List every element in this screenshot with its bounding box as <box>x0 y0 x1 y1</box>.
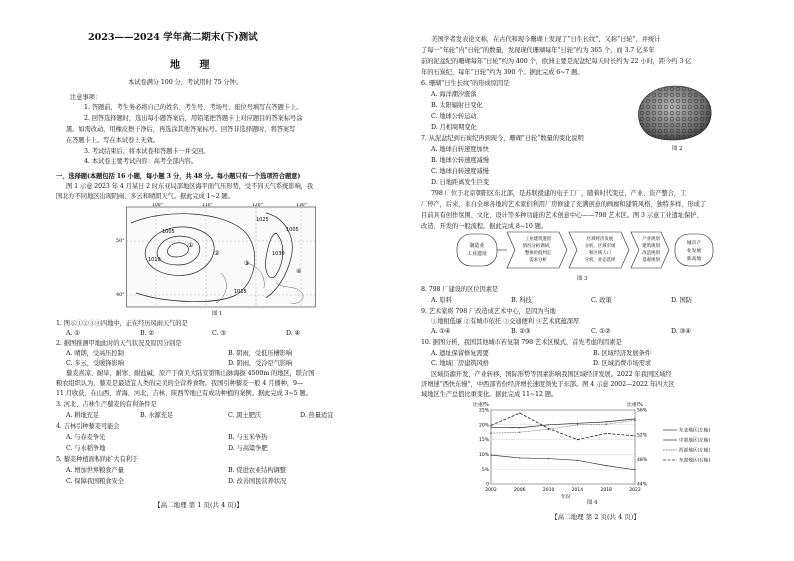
flow-step-text: 整体价值判定 <box>524 251 552 256</box>
question-stem: 3. 河北、吉林生产藜麦的有利条件是 <box>56 401 157 408</box>
data-point <box>548 458 549 459</box>
answer-option[interactable]: A. 耕地充足 <box>66 412 100 419</box>
question-stem: 7. 从泥盆纪到石炭纪再到现今，珊瑚“日轮”数量的变化说明 <box>421 135 584 142</box>
intro-text: 了每一“年轮”内“日轮”的数量，发现现代珊瑚每年“日轮”约为 365 个，而 3.7 亿多年 <box>421 47 655 54</box>
answer-option[interactable]: C. 地域厂房建筑风格 <box>431 360 489 367</box>
answer-option[interactable]: D. 区域消费市场需求 <box>593 360 652 367</box>
question-stem: 2. 据图推测甲地此时的天气状况及原因分别是 <box>56 340 182 347</box>
flow-step-text: 业发展 <box>686 249 702 254</box>
page-footer: 【高二地理 第 2 页(共 4 页)】 <box>551 513 640 521</box>
answer-option[interactable]: D. ④ <box>286 330 301 337</box>
latitude-label: 40° <box>116 292 125 298</box>
answer-option[interactable]: B. 与玉米争热 <box>228 434 268 441</box>
answer-option[interactable]: D. 热量适宜 <box>300 412 334 419</box>
intro-text: 前的泥盆纪的珊瑚每年“日轮”约为 400 个，欧洲主要是泥盆纪每天时长约为 22 小时，距今约 3 亿 <box>421 58 692 65</box>
flow-step-text: 产业规划 <box>642 237 660 242</box>
series-line <box>491 419 635 428</box>
x-axis-label: 年份 <box>561 495 571 500</box>
answer-option[interactable]: D. 改善国民营养状况 <box>228 478 287 485</box>
subject-title: 地 理 <box>170 60 218 71</box>
answer-option[interactable]: B. 科技 <box>511 297 532 304</box>
answer-option[interactable]: D. 月相周期变化 <box>431 124 477 131</box>
notice-line: 4. 本试卷主要考试内容：高考全部内容。 <box>84 158 198 165</box>
data-point <box>634 418 635 419</box>
flow-step-text: 制造业 <box>469 243 485 249</box>
longitude-label: 100° <box>152 203 163 208</box>
answer-option[interactable]: A. 海洋潮汐涨落 <box>431 91 477 98</box>
intro-text: 目前具有创作氛围、文化、设计等多种功能的艺术创意中心——798 艺术区。图 3 示意工业遗址保护、 <box>421 212 703 219</box>
point-label: ④ <box>296 268 302 275</box>
legend-label: 东北地区(左轴) <box>679 428 711 434</box>
data-point <box>490 454 491 455</box>
legend-label: 东部地区(右轴) <box>679 458 711 464</box>
intro-text: 798 厂位于北京朝阳区东北部，是苏联援建的电子工厂，随着时代变迁，产业、资产整合，工 <box>431 190 687 197</box>
data-point <box>606 433 607 434</box>
notice-line: 黑。如需改动，用橡皮擦干净后，再选涂其他答案标号。回答非选择题时，将答案写 <box>66 126 296 133</box>
notice-line: 1. 答题前，考生务必将自己的姓名、考生号、考场号、座位号填写在答题卡上。 <box>84 104 303 111</box>
data-point <box>577 460 578 461</box>
flow-step-text: 区域经济发展 <box>586 237 614 242</box>
page-footer: 【高二地理 第 1 页(共 4 页)】 <box>154 501 243 509</box>
answer-option[interactable]: A. ① <box>66 330 80 337</box>
intro-text: 区域资源开发、产业转移、国际形势等因素影响我国区域经济发展。2022 年我国区域经 <box>431 371 672 378</box>
left-tick-label: 10% <box>478 453 489 458</box>
answer-option[interactable]: B. 水源充足 <box>140 412 174 419</box>
x-tick-label: 2022 <box>629 488 641 493</box>
answer-option[interactable]: C. 与水稻争地 <box>66 445 106 452</box>
flow-step-text: 分析，业态选择 <box>584 258 616 263</box>
point-label: ① <box>188 242 194 249</box>
answer-option[interactable]: A. 遗址保留修复需要 <box>431 350 489 357</box>
x-tick-label: 2018 <box>600 488 612 493</box>
intro-text: 粮农组织认为，藜麦是最适宜人类的完美的全营养食物。我国引种藜麦一般 4 月播种，9— <box>56 380 304 387</box>
right-tick-label: 44% <box>637 482 648 488</box>
isobar-label: 1015 <box>234 289 247 295</box>
data-point <box>606 424 607 425</box>
coral-photo <box>633 80 715 144</box>
left-tick-label: 5% <box>481 467 489 473</box>
left-axis-label: 比重/% <box>473 403 489 408</box>
data-point <box>634 420 635 421</box>
isobar-label: 1010 <box>148 257 161 263</box>
intro-text: 国北方不同地区出现阴雨、多云和晴朗天气。据此完成 1~2 题。 <box>56 193 234 200</box>
flow-step-text: 工业建筑遗留 <box>524 237 552 242</box>
data-point <box>490 425 491 426</box>
section-heading: 一、选择题(本题包括 16 小题，每小题 3 分，共 48 分。每小题只有一个选项符合题意) <box>56 173 301 180</box>
legend-label: 西部地区(左轴) <box>679 448 711 454</box>
flow-step-text: 情况分析调研， <box>522 244 554 249</box>
data-point <box>548 428 549 429</box>
question-stem: 10. 据图分析，我国其他城市若复制 798 艺术区模式，首先考虑的因素是 <box>421 339 622 346</box>
data-point <box>577 439 578 440</box>
right-tick-label: 52% <box>637 433 648 439</box>
longitude-label: 130° <box>296 203 307 208</box>
latitude-label: 50° <box>116 238 125 244</box>
intro-text: 图 1 示意 2023 年 4 月某日 2 时东亚局部地区海平面气压形势，受不同天气系统影响，我 <box>66 183 314 190</box>
answer-option[interactable]: A. ①④ <box>431 328 451 335</box>
answer-option[interactable]: B. 促进农业结构调整 <box>228 467 286 474</box>
isobar-map-figure <box>126 203 316 311</box>
intro-text: 藜麦喜凉、耐旱、耐寒、耐盐碱，原产于南美大陆安第斯山脉海拔 4500m 的地区，联合国 <box>66 370 315 377</box>
longitude-label: 120° <box>252 203 263 208</box>
question-stem: 6. 珊瑚“日生长纹”的形成原因是 <box>421 80 510 87</box>
notice-line: 2. 回答选择题时，选出每小题答案后，用铅笔把答题卡上对应题目的答案标号涂 <box>84 115 303 122</box>
flow-step-text: 景观规划 <box>642 258 660 263</box>
exam-info: 本试卷满分 100 分，考试用时 75 分钟。 <box>128 79 242 86</box>
data-point <box>577 423 578 424</box>
question-stem: 1. 图示①②③④四地中，正在经历风雨天气的是 <box>56 320 188 327</box>
question-stem: 9. 艺术家将 798 厂改造成艺术中心，是因为当地 <box>421 308 556 315</box>
flow-diagram <box>455 228 717 274</box>
answer-option[interactable]: B. 阴雨，受低压槽影响 <box>228 350 293 357</box>
data-point <box>606 465 607 466</box>
flow-step-text: 改造规划 <box>642 251 660 256</box>
series-line <box>491 455 635 470</box>
question-subitems: ①地租低廉 ②有城市依托 ③交通便利 ④艺术底蕴深厚 <box>431 318 580 325</box>
answer-option[interactable]: D. 日地距离发生巨变 <box>431 179 490 186</box>
answer-option[interactable]: A. 增加世界粮食产量 <box>66 467 124 474</box>
answer-option[interactable]: C. 保障我国粮食安全 <box>66 478 124 485</box>
point-label: ③ <box>244 260 250 267</box>
intro-text: 美国学者发表论文称，在古代和现今珊瑚上发现了“日生长纹”，又称“日轮”，并统计 <box>431 36 661 43</box>
answer-option[interactable]: C. ①② <box>591 328 611 335</box>
question-stem: 4. 吉林引种藜麦可能会 <box>56 423 120 430</box>
answer-option[interactable]: C. 政策 <box>591 297 612 304</box>
longitude-label: 110° <box>202 203 213 208</box>
regional-gdp-chart <box>467 400 767 500</box>
x-tick-label: 2014 <box>571 488 584 493</box>
question-stem: 5. 藜麦种植面积的扩大有利于 <box>56 456 139 463</box>
figure-caption: 图 3 <box>577 276 588 282</box>
answer-option[interactable]: A. 与春麦争光 <box>66 434 106 441</box>
data-point <box>519 432 520 433</box>
flow-step-text: 城市产 <box>686 241 702 246</box>
answer-option[interactable]: D. ③④ <box>671 328 691 335</box>
x-tick-label: 2002 <box>485 488 497 493</box>
left-tick-label: 25% <box>478 408 489 414</box>
data-point <box>577 424 578 425</box>
data-point <box>634 469 635 470</box>
flow-step-text: 工业遗址 <box>466 251 488 257</box>
left-tick-label: 15% <box>478 438 489 444</box>
data-point <box>490 432 491 433</box>
right-tick-label: 56% <box>637 408 648 414</box>
notice-line: 在答题卡上。写在本试卷上无效。 <box>66 137 159 144</box>
data-point <box>634 435 635 436</box>
right-axis-label: 比重/% <box>627 403 643 408</box>
answer-option[interactable]: A. 地球自转速度加快 <box>431 146 489 153</box>
intro-text: 年的石炭纪，每年“日轮”约为 390 个。据此完成 6~7 题。 <box>421 69 584 76</box>
data-point <box>548 424 549 425</box>
flow-step-text: 需求分析 <box>529 258 547 263</box>
answer-option[interactable]: A. 晴朗，受高压控制 <box>66 350 124 357</box>
answer-option[interactable]: B. ②③ <box>511 328 531 335</box>
answer-option[interactable]: B. 地球公转速度减慢 <box>431 157 489 164</box>
answer-option[interactable]: C. 地球自转速度减慢 <box>431 168 489 175</box>
answer-option[interactable]: B. 太阳辐射日变化 <box>431 102 483 109</box>
answer-option[interactable]: C. 黑土肥沃 <box>228 412 262 419</box>
intro-text: 改造、开发的一般流程。据此完成 8~10 题。 <box>421 223 548 230</box>
isobar-label: 1030 <box>272 251 285 257</box>
answer-option[interactable]: C. 多云，受暖锋影响 <box>66 360 124 367</box>
data-point <box>519 427 520 428</box>
left-tick-label: 20% <box>478 423 489 429</box>
right-tick-label: 48% <box>637 457 648 463</box>
intro-text: 11 月收获，在山西、青海、河北、吉林、陕西等地已有成功种植的案例。据此完成 3~5 题。 <box>56 390 312 397</box>
data-point <box>519 457 520 458</box>
answer-option[interactable]: B. 区域经济发展条件 <box>593 350 651 357</box>
intro-text: 厂停产，后来，来自全球各地的艺术家们利用厂房修建了充满创意的画廊和建筑风格，独特多样，形成了 <box>421 201 707 208</box>
notice-title: 注意事项： <box>70 94 101 101</box>
flow-step-text: 和区域人口 <box>589 251 611 256</box>
series-line <box>491 413 635 440</box>
right-page <box>397 0 794 561</box>
notice-line: 3. 考试结束后，将本试卷和答题卡一并交回。 <box>84 148 210 155</box>
series-line <box>491 420 635 433</box>
intro-text: 济增速“西快东慢”，中西部省份经济增长速度领先于东部。图 4 示意 2002—2022 年四大区 <box>421 381 675 388</box>
flow-step-text: 建筑规划 <box>642 244 660 249</box>
answer-option[interactable]: D. 阴雨，受冷空气影响 <box>228 360 293 367</box>
isobar-label: 1005 <box>162 229 175 235</box>
legend-label: 中部地区(左轴) <box>679 438 711 444</box>
answer-option[interactable]: C. 地球公转运动 <box>431 113 477 120</box>
exam-title: 2023——2024 学年高二期末(下)测试 <box>88 32 258 43</box>
x-tick-label: 2006 <box>514 488 526 493</box>
left-tick-label: 0 <box>486 482 489 488</box>
intro-text: 域地区生产总值比重变化。据此完成 11~12 题。 <box>421 391 558 398</box>
point-label: ② <box>214 250 220 257</box>
answer-option[interactable]: B. ② <box>140 330 154 337</box>
answer-option[interactable]: D. 与高粱争肥 <box>228 445 268 452</box>
figure-caption: 图 4 <box>587 500 598 506</box>
x-tick-label: 2010 <box>542 488 555 493</box>
answer-option[interactable]: A. 原料 <box>431 297 452 304</box>
data-point <box>490 427 491 428</box>
isobar-label: 1005 <box>286 227 299 233</box>
figure-caption: 图 2 <box>672 146 683 152</box>
isobar-label: 1025 <box>256 217 269 223</box>
figure-caption: 图 1 <box>212 311 223 317</box>
flow-step-text: 分析，区域市场 <box>584 244 616 249</box>
data-point <box>606 421 607 422</box>
flow-step-text: 新高地 <box>686 257 702 262</box>
answer-option[interactable]: D. 国防 <box>671 297 692 304</box>
data-point <box>519 412 520 413</box>
answer-option[interactable]: C. ③ <box>212 330 226 337</box>
question-stem: 8. 798 厂建设的区位因素是 <box>421 286 499 293</box>
